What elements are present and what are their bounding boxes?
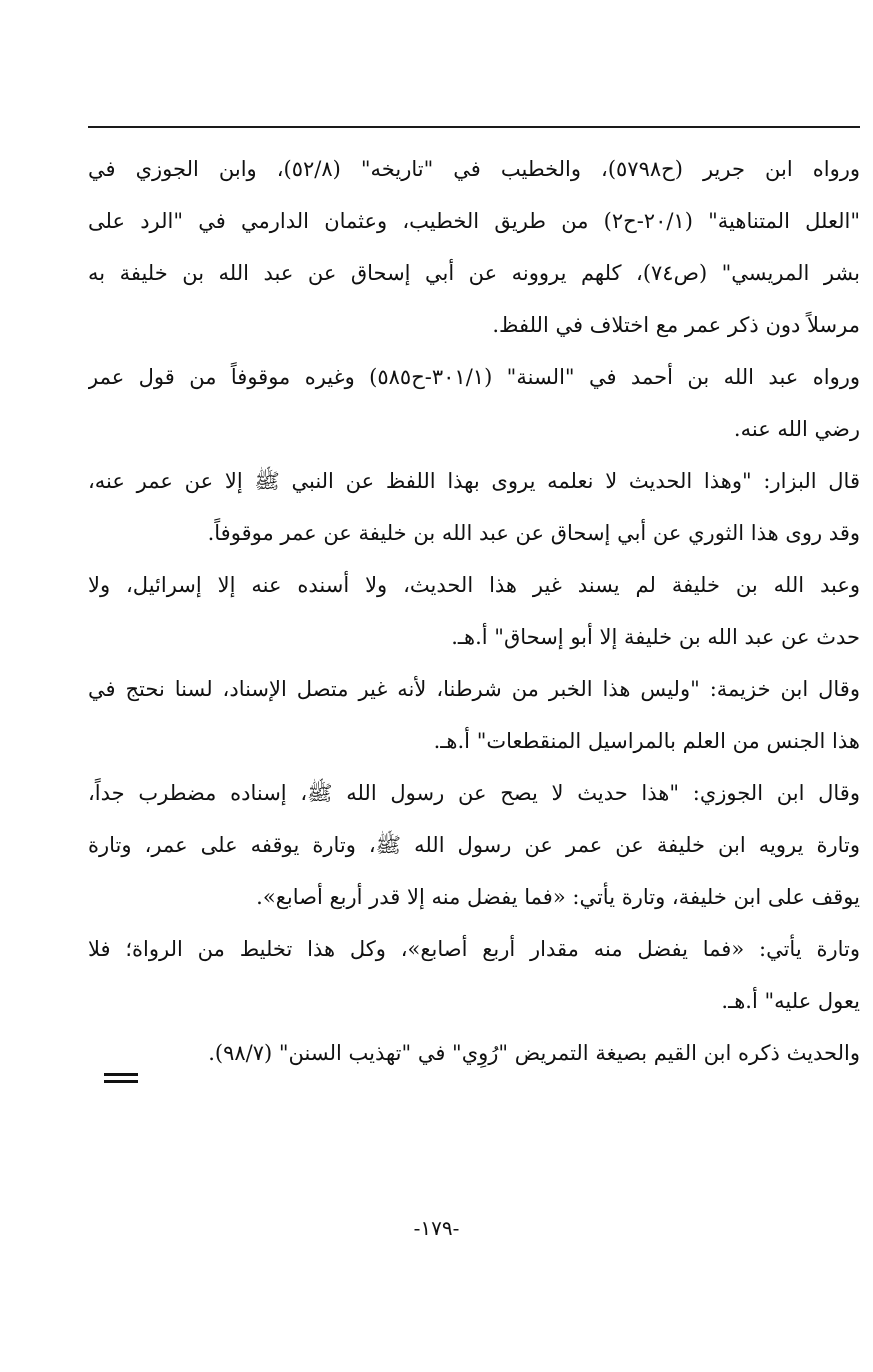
section-end-mark: [104, 1073, 138, 1085]
page-number: -١٧٩-: [413, 1216, 460, 1240]
text-line: يوقف على ابن خليفة، وتارة يأتي: «فما يفضل منه إلا قدر أربع أصابع».: [256, 885, 860, 909]
text-line: يعول عليه" أ.هـ.: [721, 989, 860, 1013]
text-line: هذا الجنس من العلم بالمراسيل المنقطعات" أ.هـ.: [433, 729, 860, 753]
text-line: بشر المريسي" (ص٧٤)، كلهم يروونه عن أبي إسحاق عن عبد الله بن خليفة به: [88, 261, 860, 285]
text-line: وعبد الله بن خليفة لم يسند غير هذا الحديث، ولا أسنده عنه إلا إسرائيل، ولا: [88, 573, 860, 597]
text-line: "العلل المتناهية" (٢٠/١-ح٢) من طريق الخطيب، وعثمان الدارمي في "الرد على: [88, 209, 860, 233]
body-text: [88, 143, 860, 1079]
top-rule: [88, 126, 860, 128]
text-line: رضي الله عنه.: [733, 417, 860, 441]
text-line: ورواه ابن جرير (ح٥٧٩٨)، والخطيب في "تاريخه" (٥٢/٨)، وابن الجوزي في: [88, 157, 860, 181]
text-line: وتارة يأتي: «فما يفضل منه مقدار أربع أصابع»، وكل هذا تخليط من الرواة؛ فلا: [88, 937, 860, 961]
text-line: قال البزار: "وهذا الحديث لا نعلمه يروى بهذا اللفظ عن النبي ﷺ إلا عن عمر عنه،: [88, 469, 860, 493]
text-line: مرسلاً دون ذكر عمر مع اختلاف في اللفظ.: [492, 313, 860, 337]
text-line: والحديث ذكره ابن القيم بصيغة التمريض "رُوِي" في "تهذيب السنن" (٩٨/٧).: [208, 1041, 860, 1065]
text-line: وقال ابن خزيمة: "وليس هذا الخبر من شرطنا، لأنه غير متصل الإسناد، لسنا نحتج في: [88, 677, 860, 701]
text-line: حدث عن عبد الله بن خليفة إلا أبو إسحاق" أ.هـ.: [451, 625, 860, 649]
text-line: ورواه عبد الله بن أحمد في "السنة" (٣٠١/١-ح٥٨٥) وغيره موقوفاً من قول عمر: [88, 365, 860, 389]
text-line: وقد روى هذا الثوري عن أبي إسحاق عن عبد الله بن خليفة عن عمر موقوفاً.: [207, 521, 860, 545]
text-line: وتارة يرويه ابن خليفة عن عمر عن رسول الله ﷺ، وتارة يوقفه على عمر، وتارة: [88, 833, 860, 857]
text-line: وقال ابن الجوزي: "هذا حديث لا يصح عن رسول الله ﷺ، إسناده مضطرب جداً،: [88, 781, 860, 805]
